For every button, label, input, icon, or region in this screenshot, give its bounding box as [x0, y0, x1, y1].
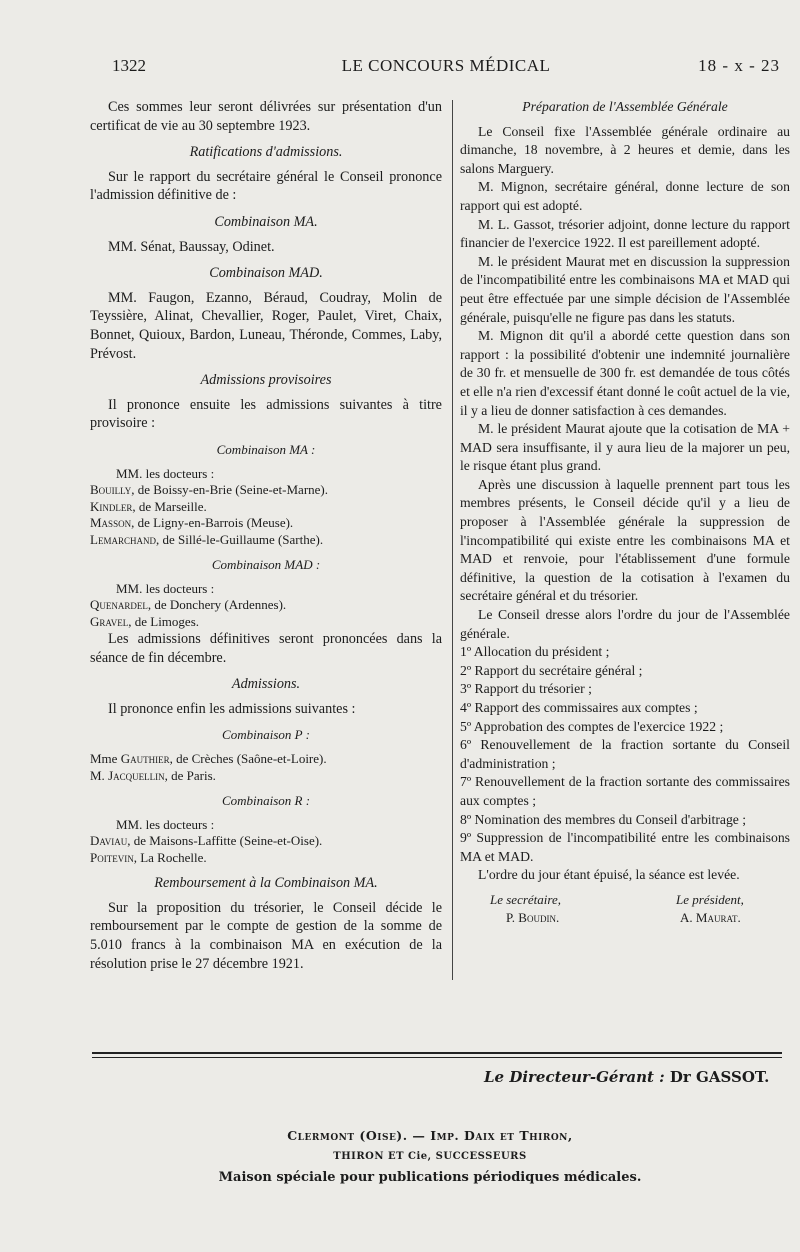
left-column [90, 98, 442, 973]
list-item: Poitevin, La Rochelle. [90, 849, 207, 865]
section-heading: Admissions. [231, 676, 301, 693]
agenda-item: 5º Approbation des comptes de l'exercice 1922 ; [460, 718, 724, 734]
paragraph: M. Mignon, secrétaire général, donne lecture de son rapport qui est adopté. [460, 179, 790, 213]
agenda-item: 8º Nomination des membres du Conseil d'arbitrage ; [460, 811, 747, 827]
director-label: Le Directeur-Gérant : [484, 1068, 665, 1086]
printer-line: Maison spéciale pour publications périodiques médicales. [218, 1170, 642, 1185]
signatures [460, 891, 790, 931]
agenda-item: 7º Renouvellement de la fraction sortante des commissaires aux comptes ; [460, 774, 790, 808]
agenda-item: 1º Allocation du président ; [460, 644, 610, 660]
paragraph: Le Conseil fixe l'Assemblée générale ordinaire au dimanche, 18 novembre, à 2 heures et demie, dans les salons Marguery. [460, 123, 790, 176]
agenda-item: 2º Rapport du secrétaire général ; [460, 662, 643, 678]
section-heading: Combinaison R : [221, 793, 311, 809]
printer-line: THIRON ET Cie, SUCCESSEURS [333, 1151, 527, 1162]
paragraph: Il prononce enfin les admissions suivantes : [108, 700, 356, 717]
section-heading: Combinaison MA : [216, 441, 316, 457]
list-item: Daviau, de Maisons-Laffitte (Seine-et-Oise). [90, 833, 323, 849]
list-item: M. Jacquellin, de Paris. [90, 767, 216, 783]
paragraph: M. Mignon dit qu'il a abordé cette question dans son rapport : la possibilité d'obtenir une indemnité journalière de 30 fr. et mensuelle de 300 fr. est demandée de tous côtés et elle n'a rien d'excessif étant donné le coût actuel de la vie, il y a lieu de donner satisfaction à ces demandes. [460, 328, 790, 418]
agenda-item: 4º Rapport des commissaires aux comptes ; [460, 700, 698, 715]
footer-rule [92, 1052, 782, 1058]
section-heading: Remboursement à la Combinaison MA. [154, 875, 378, 892]
agenda-item: 6º Renouvellement de la fraction sortante du Conseil d'administration ; [460, 737, 790, 771]
paragraph: M. L. Gassot, trésorier adjoint, donne lecture du rapport financier de l'exercice 1922. Il est pareillement adopté. [460, 216, 790, 251]
secretary-name: P. Boudin. [506, 909, 560, 925]
paragraph: Après une discussion à laquelle prennent part tous les membres présents, le Conseil décide qu'il y a lieu de proposer à l'Assemblée générale la suppression de l'incompatibilité qui existe entre les combinaisons MA et MAD et renvoie, pour l'établissement d'une formule définitive, la question de la cotisation à l'examen du secrétaire général et du trésorier. [460, 476, 790, 604]
list-item: Gravel, de Limoges. [90, 613, 199, 629]
paragraph: Les admissions définitives seront prononcées dans la séance de fin décembre. [90, 631, 442, 666]
paragraph: Le Conseil dresse alors l'ordre du jour de l'Assemblée générale. [460, 607, 790, 641]
paragraph: M. le président Maurat ajoute que la cotisation de MA + MAD sera insuffisante, il y aura lieu de la majorer un peu, le risque étant plus grand. [460, 421, 790, 474]
doctors-label: MM. les docteurs : [116, 816, 215, 832]
doctors-label: MM. les docteurs : [116, 465, 215, 481]
secretary-label: Le secrétaire, [490, 891, 561, 907]
section-heading: Admissions provisoires [200, 372, 332, 389]
paragraph: M. le président Maurat met en discussion la suppression de l'incompatibilité entre les combinaisons MA et MAD qui peut être effectuée par une simple décision de l'Assemblée générale, puisqu'elle ne figure pas dans les statuts. [460, 253, 790, 325]
director-name: Dr GASSOT. [669, 1068, 770, 1086]
issue-date: 18 - x - 23 [698, 56, 780, 75]
doctors-label: MM. les docteurs : [116, 580, 215, 596]
paragraph: Sur la proposition du trésorier, le Conseil décide le remboursement par le compte de gestion de la somme de 5.010 francs à la combinaison MA en exécution de la résolution prise le 27 décembre 1921. [90, 899, 442, 972]
page-number: 1322 [112, 56, 146, 75]
director-signature [484, 1068, 769, 1086]
section-heading: Combinaison MA. [214, 213, 318, 230]
printer-line: Clermont (Oise). — Imp. Daix et Thiron, [287, 1128, 573, 1143]
list-item: Bouilly, de Boissy-en-Brie (Seine-et-Marne). [90, 482, 329, 497]
paragraph: L'ordre du jour étant épuisé, la séance est levée. [478, 867, 740, 883]
doctor-list [90, 466, 442, 549]
president-name: A. Maurat. [680, 909, 741, 925]
section-heading: Combinaison MAD. [209, 265, 323, 282]
list-item: Lemarchand, de Sillé-le-Guillaume (Sarthe). [90, 531, 324, 547]
list-item: Masson, de Ligny-en-Barrois (Meuse). [90, 515, 294, 530]
section-heading: Combinaison MAD : [211, 557, 321, 572]
list-item: Quenardel, de Donchery (Ardennes). [90, 597, 287, 613]
list-item: Mme Gauthier, de Crèches (Saône-et-Loire). [90, 751, 327, 767]
agenda-item: 9º Suppression de l'incompatibilité entre les combinaisons MA et MAD. [460, 830, 790, 864]
page-header [112, 56, 780, 78]
member-list: MM. Faugon, Ezanno, Béraud, Coudray, Molin de Teyssière, Alinat, Chevallier, Roger, Paulet, Viret, Chaix, Bonnet, Quioux, Bardon, Luneau, Théronde, Commes, Laby, Prévost. [90, 289, 442, 362]
agenda-list [460, 643, 790, 866]
president-label: Le président, [676, 891, 744, 907]
section-heading: Combinaison P : [222, 727, 310, 743]
paragraph: Il prononce ensuite les admissions suivantes à titre provisoire : [90, 396, 442, 432]
paragraph: Sur le rapport du secrétaire général le Conseil prononce l'admission définitive de : [90, 168, 442, 204]
doctor-list [90, 751, 442, 784]
doctor-list [90, 581, 442, 631]
member-list: MM. Sénat, Baussay, Odinet. [108, 238, 275, 255]
agenda-item: 3º Rapport du trésorier ; [460, 681, 592, 697]
paragraph: Ces sommes leur seront délivrées sur présentation d'un certificat de vie au 30 septembre 1923. [90, 99, 442, 134]
section-heading: Préparation de l'Assemblée Générale [522, 99, 728, 114]
doctor-list [90, 817, 442, 867]
list-item: Kindler, de Marseille. [90, 498, 207, 514]
column-divider [452, 100, 453, 980]
section-heading: Ratifications d'admissions. [189, 144, 343, 161]
journal-title: LE CONCOURS MÉDICAL [341, 56, 551, 75]
right-column [460, 98, 790, 931]
